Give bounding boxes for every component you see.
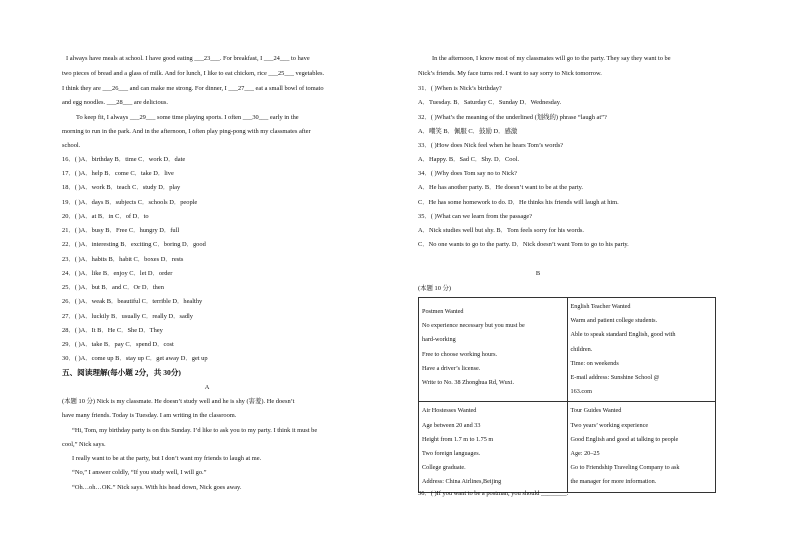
question-23: 23．( )A．habits B．habit C．boxes D．rests: [62, 256, 184, 263]
ad-line: Warm and patient college students.: [570, 317, 658, 325]
question-17: 17．( )A．help B．come C．take D．live: [62, 170, 174, 177]
ad-guides-title: Tour Guides Wanted: [570, 407, 622, 415]
ad-line: Age: 20–25: [570, 450, 600, 458]
section-heading: 五、阅读理解(每小题 2分，共 30分): [62, 368, 181, 377]
para1-line: I think they are ___26___ and can make me strong. For dinner, I ___27___ eat a small bowl of tomato: [62, 85, 324, 92]
question-34: 34．( )Why does Tom say no to Nick?: [418, 170, 518, 177]
passage-a-line: “No,” I answer coldly, “If you study well, I will go.”: [72, 469, 207, 476]
ad-line: the manager for more information.: [570, 478, 657, 486]
ad-line: Write to No. 38 Zhonghua Rd, Wuxi.: [422, 379, 515, 387]
para2-line: school.: [62, 142, 81, 149]
question-31: 31．( )When is Nick’s birthday?: [418, 85, 502, 92]
ad-line: children.: [570, 345, 593, 353]
para1-line: I always have meals at school. I have good eating ___23___. For breakfast, I ___24___ to have: [66, 55, 310, 62]
job-ads-table: [418, 297, 716, 493]
question-33: 33．( )How does Nick feel when he hears Tom’s words?: [418, 142, 564, 149]
ad-line: Age between 20 and 33: [422, 421, 481, 429]
question-35: 35．( )What can we learn from the passage?: [418, 213, 533, 220]
question-31-options: A．Tuesday. B．Saturday C．Sunday D．Wednesday.: [418, 99, 562, 106]
ad-guides: [567, 402, 716, 492]
ad-line: Free to choose working hours.: [422, 350, 498, 358]
ad-line: E-mail address: Sunshine School @: [570, 374, 660, 382]
ad-line: Two years’ working experience: [570, 421, 649, 429]
passage-b-label: B: [535, 270, 541, 277]
passage-a-line: (本题 10 分) Nick is my classmate. He doesn’t study well and he is shy (害羞). He doesn’t: [62, 398, 295, 405]
question-32-options: A．嘲笑 B．佩服 C．鼓励 D．感激: [418, 128, 518, 135]
passage-a-line: “Hi, Tom, my birthday party is on this Sunday. I’d like to ask you to my party. I think it must be: [72, 427, 318, 434]
intro-line: In the afternoon, I know most of my classmates will go to the party. They say they want to be: [432, 55, 671, 62]
para2-line: To keep fit, I always ___29___ some time playing sports. I often ___30___ early in the: [76, 114, 299, 121]
ad-teacher: [567, 298, 716, 402]
question-29: 29．( )A．take B．pay C．spend D．cost: [62, 341, 174, 348]
question-28: 28．( )A．It B．He C．She D．They: [62, 327, 163, 334]
question-34-options-ab: A．He has another party. B．He doesn’t want to be at the party.: [418, 184, 583, 191]
question-32: 32．( )What’s the meaning of the underlined (划线的) phrase “laugh at”?: [418, 114, 607, 121]
ad-hostess-title: Air Hostesses Wanted: [422, 407, 477, 415]
question-20: 20．( )A．at B．in C．of D．to: [62, 213, 149, 220]
passage-b-score: (本题 10 分): [418, 285, 452, 292]
ad-line: Two foreign languages.: [422, 450, 481, 458]
passage-a-line: “Oh…oh…OK.” Nick says. With his head down, Nick goes away.: [72, 484, 242, 491]
ad-line: Height from 1.7 m to 1.75 m: [422, 435, 494, 443]
question-35-options-ab: A．Nick studies well but shy. B．Tom feels sorry for his words.: [418, 227, 584, 234]
question-26: 26．( )A．weak B．beautiful C．terrible D．healthy: [62, 298, 203, 305]
ad-line: 163.com: [570, 388, 592, 396]
ad-line: Have a driver’s license.: [422, 364, 481, 372]
ad-teacher-title: English Teacher Wanted: [570, 303, 631, 310]
question-25: 25．( )A．but B．and C．Or D．then: [62, 284, 164, 291]
intro-line: Nick’s friends. My face turns red. I want to say sorry to Nick tomorrow.: [418, 70, 602, 77]
question-21: 21．( )A．busy B．Free C．hungry D．full: [62, 227, 180, 234]
ad-line: Time: on weekends: [570, 359, 619, 367]
ad-line: Able to speak standard English, good with: [570, 331, 676, 339]
question-36: 36．( )If you want to be a postman, you should ________.: [418, 490, 569, 497]
passage-a-line: cool,” Nick says.: [62, 441, 106, 448]
passage-a-line: I really want to be at the party, but I don’t want my friends to laugh at me.: [72, 455, 262, 462]
ad-line: Good English and good at talking to people: [570, 435, 679, 443]
passage-a-label: A: [204, 384, 210, 391]
passage-a-line: have many friends. Today is Tuesday. I am writing in the classroom.: [62, 412, 237, 419]
ad-postmen: [419, 298, 568, 402]
ad-postmen-title: Postmen Wanted: [422, 308, 464, 315]
ad-line: Address: China Airlines,Beijing: [422, 478, 502, 486]
question-33-options: A．Happy. B．Sad C．Shy. D．Cool.: [418, 156, 520, 163]
para1-line: two pieces of bread and a glass of milk. And for lunch, I like to eat chicken, rice ___25___ vegetables.: [62, 70, 325, 77]
question-22: 22．( )A．interesting B．exciting C．boring D．good: [62, 241, 206, 248]
ad-hostess: [419, 402, 568, 492]
ad-line: Go to Friendship Traveling Company to ask: [570, 464, 680, 472]
question-27: 27．( )A．luckily B．usually C．really D．sadly: [62, 313, 193, 320]
question-35-options-cd: C．No one wants to go to the party. D．Nick doesn’t want Tom to go to his party.: [418, 241, 629, 248]
para2-line: morning to run in the park. And in the afternoon, I often play ping-pong with my classmates after: [62, 128, 311, 135]
para1-line: and egg noodles. ___28___ are delicious.: [62, 99, 168, 106]
question-16: 16．( )A．birthday B．time C．work D．date: [62, 156, 186, 163]
question-30: 30．( )A．come up B．stay up C．get away D．get up: [62, 355, 208, 362]
question-34-options-cd: C．He has some homework to do. D．He thinks his friends will laugh at him.: [418, 199, 619, 206]
ad-line: hard-working: [422, 336, 456, 344]
question-19: 19．( )A．days B．subjects C．schools D．people: [62, 199, 198, 206]
question-18: 18．( )A．work B．teach C．study D．play: [62, 184, 181, 191]
ad-line: No experience necessary but you must be: [422, 322, 525, 330]
ad-line: College graduate.: [422, 464, 466, 472]
question-24: 24．( )A．like B．enjoy C．let D．order: [62, 270, 173, 277]
